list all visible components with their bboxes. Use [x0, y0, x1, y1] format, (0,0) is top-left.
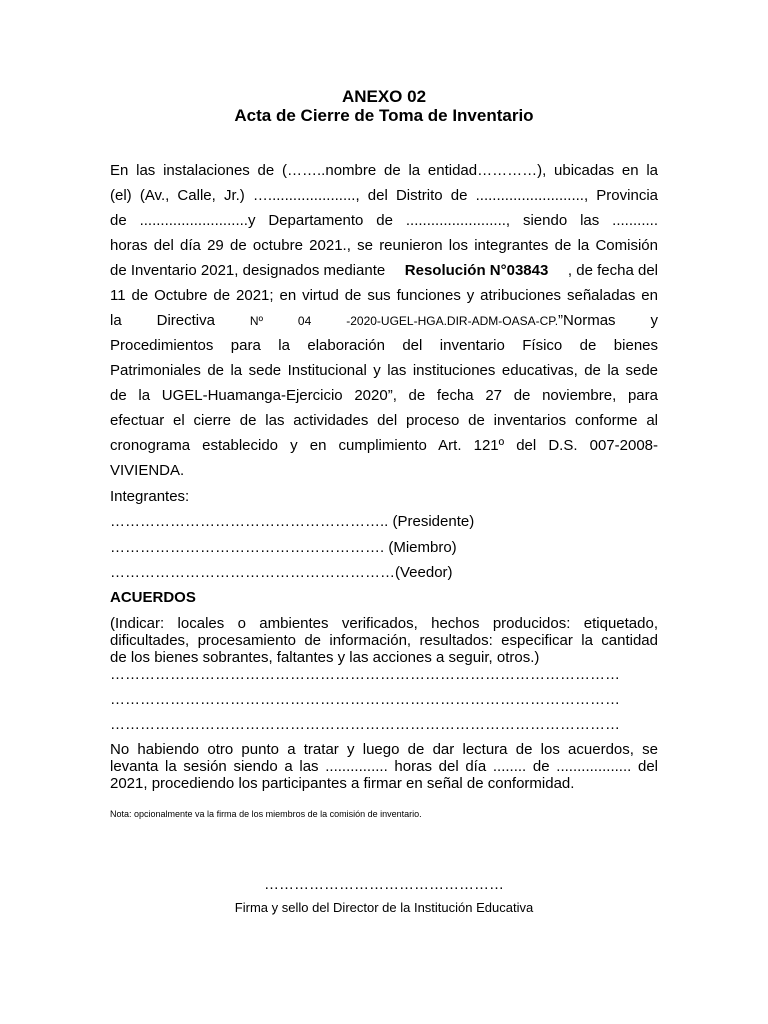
overseer-signature-line: …………………………………………………(Veedor) [110, 564, 453, 581]
closing-line: levanta la sesión siendo a las ............... horas del día ........ de .................. del [110, 758, 658, 775]
closing-line: No habiendo otro punto a tratar y luego de dar lectura de los acuerdos, se [110, 741, 658, 758]
resolution-number: Resolución N°03843 [404, 262, 549, 279]
members-label: Integrantes: [110, 488, 190, 505]
body-line: VIVIENDA. [110, 462, 185, 479]
directive-code: -2020-UGEL-HGA.DIR-ADM-OASA-CP. [346, 314, 559, 328]
body-text: de Inventario 2021, designados mediante [110, 262, 386, 279]
body-word: y [650, 312, 658, 329]
body-word: ”Normas [558, 312, 616, 329]
document-title: Acta de Cierre de Toma de Inventario [234, 106, 534, 125]
annex-heading: ANEXO 02 [341, 87, 427, 106]
footnote: Nota: opcionalmente va la firma de los miembros de la comisión de inventario. [110, 809, 422, 819]
body-text: , de fecha del [567, 262, 658, 279]
agreements-heading: ACUERDOS [110, 589, 196, 606]
closing-line: 2021, procediendo los participantes a firmar en señal de conformidad. [110, 775, 575, 792]
body-line: de ..........................y Departamento de ........................, siendo las ........... [110, 212, 658, 229]
body-line: de la UGEL-Huamanga-Ejercicio 2020”, de fecha 27 de noviembre, para [110, 387, 658, 404]
body-line: (el) (Av., Calle, Jr.) …....................., del Distrito de .........................., Provincia [110, 187, 658, 204]
agreements-dotted-line: ………………………………………………………………………………………… [110, 666, 620, 683]
body-line: Patrimoniales de la sede Institucional y las instituciones educativas, de la sede [110, 362, 658, 379]
body-line: Procedimientos para la elaboración del inventario Físico de bienes [110, 337, 658, 354]
agreements-instruction-line: (Indicar: locales o ambientes verificados, hechos producidos: etiquetado, [110, 615, 658, 632]
body-line: efectuar el cierre de las actividades del proceso de inventarios conforme al [110, 412, 658, 429]
agreements-instruction-line: dificultades, procesamiento de información, resultados: especificar la cantidad [110, 632, 658, 649]
director-signature-line: ………………………………………… [264, 876, 504, 893]
body-line: 11 de Octubre de 2021; en virtud de sus funciones y atribuciones señaladas en [110, 287, 658, 304]
body-line-directive [110, 312, 658, 330]
body-word: Directiva [156, 312, 215, 329]
body-line-resolution [110, 262, 658, 280]
agreements-dotted-line: ………………………………………………………………………………………… [110, 716, 620, 733]
body-line: cronograma establecido y en cumplimiento Art. 121º del D.S. 007-2008- [110, 437, 658, 454]
body-line: horas del día 29 de octubre 2021., se reunieron los integrantes de la Comisión [110, 237, 658, 254]
body-line: En las instalaciones de (……..nombre de la entidad…………), ubicadas en la [110, 162, 658, 179]
agreements-dotted-line: ………………………………………………………………………………………… [110, 691, 620, 708]
body-word: 04 [297, 314, 312, 328]
body-word: Nº [249, 314, 263, 328]
body-word: la [110, 312, 122, 329]
member-signature-line: ………………………………………………. (Miembro) [110, 539, 457, 556]
directive-code-group [346, 312, 615, 330]
agreements-instruction-line: de los bienes sobrantes, faltantes y las acciones a seguir, otros.) [110, 649, 540, 666]
president-signature-line: ……………………………………………….. (Presidente) [110, 513, 475, 530]
director-signature-label: Firma y sello del Director de la Institución Educativa [234, 900, 534, 915]
